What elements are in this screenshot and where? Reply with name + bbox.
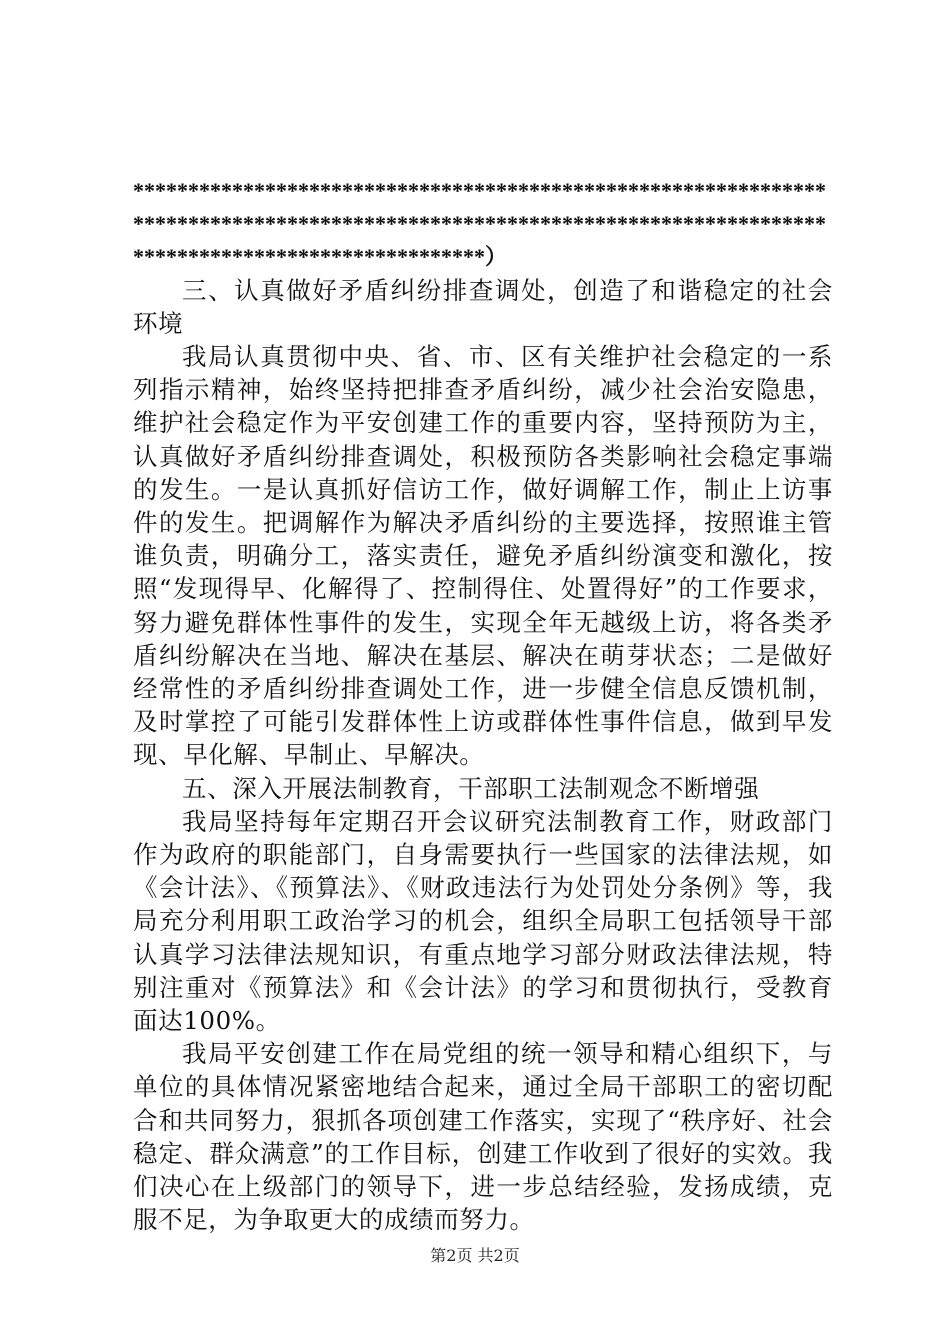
masked-text-line: **************************************************************************************************************************************************************）	[133, 178, 826, 270]
paragraph-dispute-resolution: 我局认真贯彻中央、省、市、区有关维护社会稳定的一系列指示精神，始终坚持把排查矛盾纠纷，减少社会治安隐患，维护社会稳定作为平安创建工作的重要内容，坚持预防为主，认真做好矛盾纠纷排查调处，积极预防各类影响社会稳定事端的发生。一是认真抓好信访工作，做好调解工作，制止上访事件的发生。把调解作为解决矛盾纠纷的主要选择，按照谁主管谁负责，明确分工，落实责任，避免矛盾纠纷演变和激化，按照“发现得早、化解得了、控制得住、处置得好”的工作要求，努力避免群体性事件的发生，实现全年无越级上访，将各类矛盾纠纷解决在当地、解决在基层、解决在萌芽状态；二是做好经常性的矛盾纠纷排查调处工作，进一步健全信息反馈机制，及时掌控了可能引发群体性上访或群体性事件信息，做到早发现、早化解、早制止、早解决。	[133, 342, 833, 770]
page-footer: 第2页 共2页	[430, 1246, 520, 1265]
section-heading-3: 三、认真做好矛盾纠纷排查调处，创造了和谐稳定的社会环境	[133, 275, 833, 338]
paragraph-conclusion: 我局平安创建工作在局党组的统一领导和精心组织下，与单位的具体情况紧密地结合起来，通过全局干部职工的密切配合和共同努力，狠抓各项创建工作落实，实现了“秩序好、社会稳定、群众满意”的工作目标，创建工作收到了很好的实效。我们决心在上级部门的领导下，进一步总结经验，发扬成绩，克服不足，为争取更大的成绩而努力。	[133, 1039, 833, 1235]
section-heading-5: 五、深入开展法制教育，干部职工法制观念不断增强	[182, 773, 760, 803]
document-body	[133, 174, 833, 1237]
paragraph-legal-education: 我局坚持每年定期召开会议研究法制教育工作，财政部门作为政府的职能部门，自身需要执行一些国家的法律法规，如《会计法》、《预算法》、《财政违法行为处罚处分条例》等，我局充分利用职工政治学习的机会，组织全局职工包括领导干部认真学习法律法规知识，有重点地学习部分财政法律法规，特别注重对《预算法》和《会计法》的学习和贯彻执行，受教育面达100%。	[133, 806, 833, 1036]
